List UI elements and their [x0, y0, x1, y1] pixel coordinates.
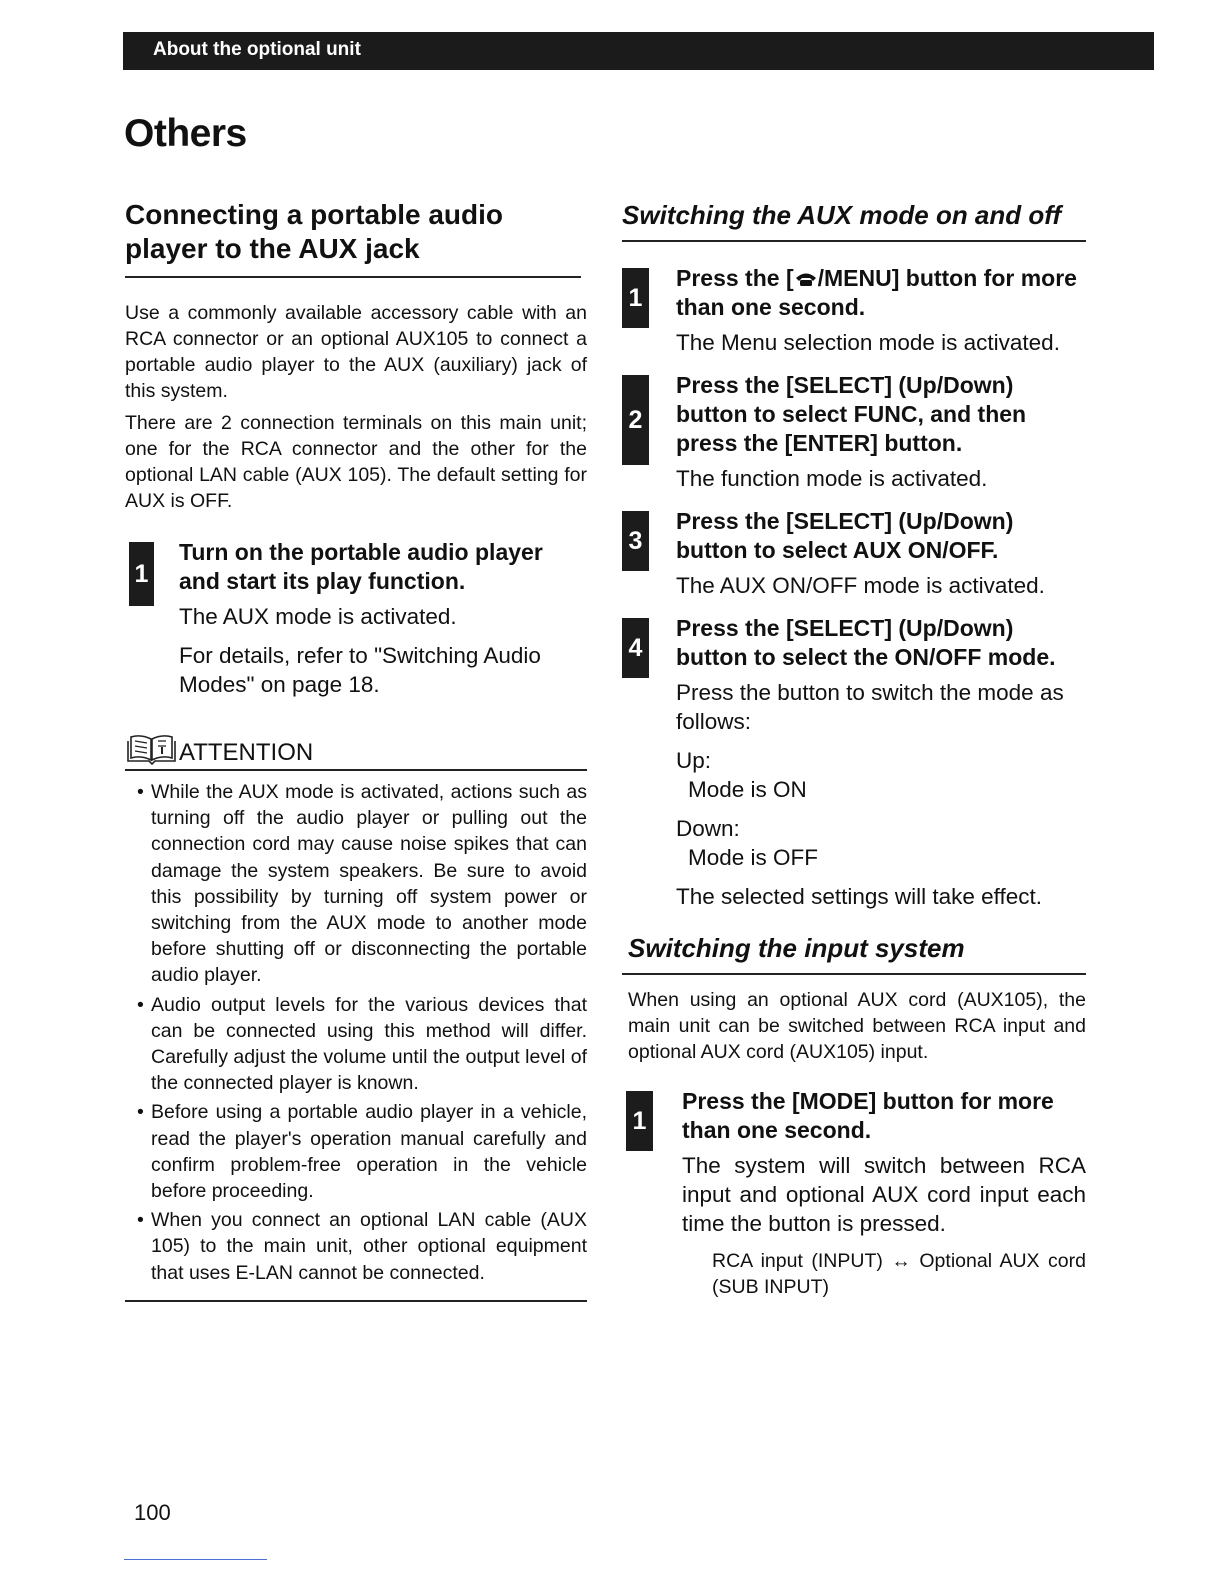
step-title: [676, 264, 1086, 322]
intro-paragraph-2: There are 2 connection terminals on this main unit; one for the RCA connector and the other for the optional LAN cable (AUX 105). The default setting for AUX is OFF.: [125, 412, 587, 512]
attention-item: • Audio output levels for the various devices that can be connected using this method will differ. Carefully adjust the volume until the output level of the connected player is known.: [125, 992, 587, 1097]
attention-end-rule: [125, 1300, 587, 1302]
attention-item: • While the AUX mode is activated, actions such as turning off the audio player or pulling out the connection cord may cause noise spikes that can damage the system speakers. Be sure to avoid this possibility by turning off system power or switching from the AUX mode to another mode before shutting off or disconnecting the portable audio player.: [125, 779, 587, 989]
page-title: Others: [124, 112, 247, 155]
step-title: Press the [SELECT] (Up/Down) button to select the ON/OFF mode.: [676, 615, 1056, 670]
step-title: Press the [SELECT] (Up/Down) button to select AUX ON/OFF.: [676, 508, 1014, 563]
step-body: [682, 1151, 1086, 1300]
step-instruction: Press the button to switch the mode as follows:: [676, 680, 1064, 734]
aux-jack-heading: Connecting a portable audio player to the AUX jack: [125, 198, 581, 278]
step-body: [676, 571, 1086, 600]
aux-step-4: [622, 614, 1086, 911]
attention-item: • When you connect an optional LAN cable (AUX 105) to the main unit, other optional equipment that uses E-LAN cannot be connected.: [125, 1207, 587, 1286]
step-number-badge: 2: [622, 375, 649, 465]
input-system-heading: Switching the input system: [622, 931, 1086, 975]
aux-step-3: [622, 507, 1086, 600]
step-number-badge: 1: [622, 268, 649, 328]
step-number-badge: 1: [129, 542, 154, 606]
up-value: Mode is ON: [688, 777, 807, 802]
left-step-1: [125, 538, 587, 699]
step-result: The AUX ON/OFF mode is activated.: [676, 573, 1045, 598]
step-title-end: /MENU] button for more than one second.: [676, 265, 1077, 320]
footer-rule: [124, 1559, 267, 1560]
intro-paragraph-1: Use a commonly available accessory cable with an RCA connector or an optional AUX105 to connect a portable audio player to the AUX (auxiliary) jack of this system.: [125, 302, 587, 402]
step-reference: For details, refer to "Switching Audio Modes" on page 18.: [179, 643, 541, 697]
left-column: [125, 198, 587, 1302]
step-result: The selected settings will take effect.: [676, 884, 1043, 909]
step-body: [676, 464, 1086, 493]
step-number-badge: 1: [626, 1091, 653, 1151]
step-body: [676, 678, 1086, 911]
section-header-label: About the optional unit: [153, 39, 361, 60]
phone-icon: [794, 270, 818, 288]
step-title: Turn on the portable audio player and start its play function.: [179, 539, 543, 594]
input-switch-note: RCA input (INPUT) ↔ Optional AUX cord (SUB INPUT): [712, 1250, 1086, 1298]
attention-list: [125, 779, 587, 1286]
right-column: [622, 198, 1086, 1310]
aux-step-1: [622, 264, 1086, 357]
input-intro: When using an optional AUX cord (AUX105), the main unit can be switched between RCA input and optional AUX cord (AUX105) input.: [628, 989, 1086, 1063]
step-result: The system will switch between RCA input and optional AUX cord input each time the button is pressed.: [682, 1153, 1086, 1236]
step-result: The Menu selection mode is activated.: [676, 330, 1060, 355]
down-label: Down:: [676, 816, 740, 841]
step-number-badge: 4: [622, 618, 649, 678]
attention-item: • Before using a portable audio player in a vehicle, read the player's operation manual carefully and confirm problem-free operation in the vehicle before proceeding.: [125, 1099, 587, 1204]
attention-header: [125, 727, 587, 771]
step-title: Press the [SELECT] (Up/Down) button to select FUNC, and then press the [ENTER] button.: [676, 372, 1027, 456]
open-book-icon: [125, 727, 179, 767]
section-header-bar: [123, 32, 1154, 70]
up-label: Up:: [676, 748, 712, 773]
aux-step-2: [622, 371, 1086, 493]
step-title: Press the [MODE] button for more than one second.: [682, 1088, 1054, 1143]
step-number-badge: 3: [622, 511, 649, 571]
attention-label: ATTENTION: [179, 739, 314, 766]
step-result: The function mode is activated.: [676, 466, 988, 491]
step-body: [676, 328, 1086, 357]
page-number: 100: [134, 1500, 171, 1525]
step-result: The AUX mode is activated.: [179, 604, 457, 629]
down-value: Mode is OFF: [688, 845, 819, 870]
aux-mode-heading: Switching the AUX mode on and off: [622, 198, 1086, 242]
step-body: [179, 602, 587, 699]
step-title-start: Press the [: [676, 265, 794, 291]
input-step-1: [622, 1087, 1086, 1300]
